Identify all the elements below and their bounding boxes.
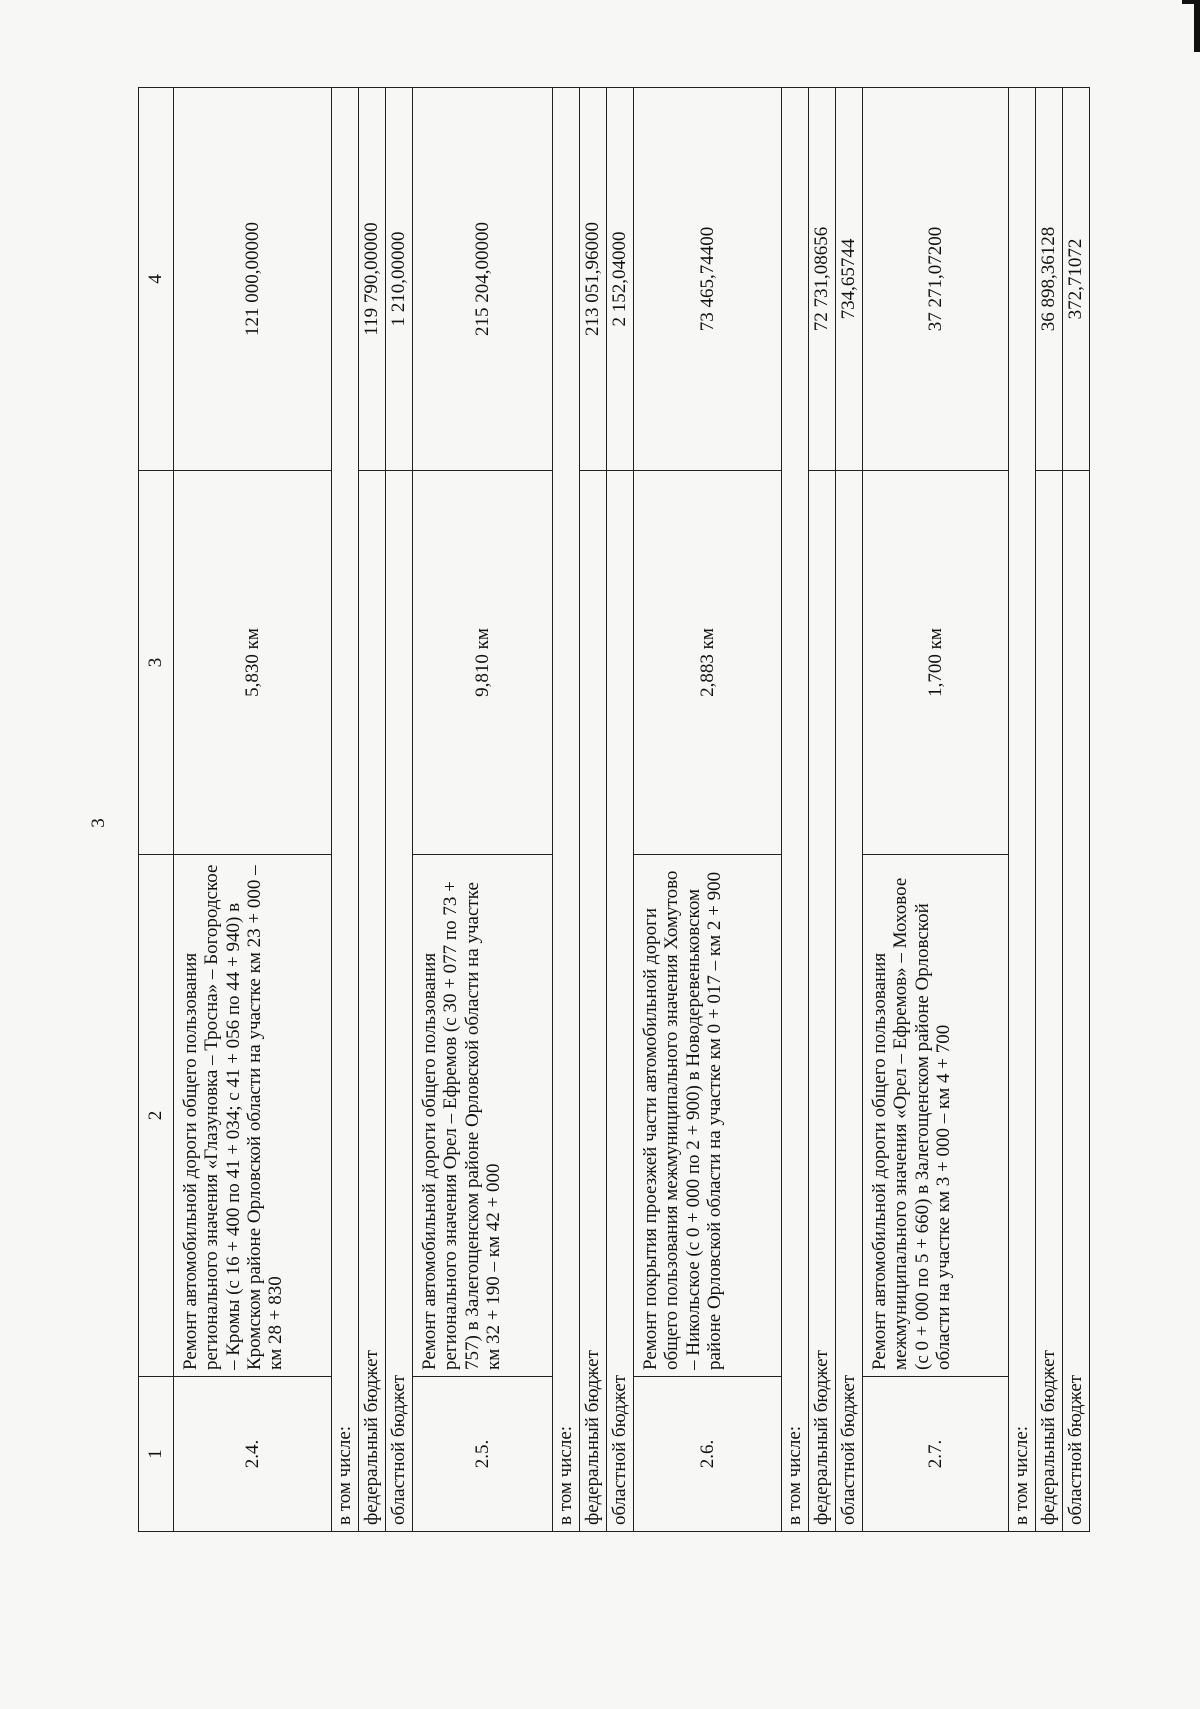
federal-amount: 119 790,00000 bbox=[359, 88, 386, 471]
subtotal-label-row bbox=[332, 88, 359, 1532]
table-row bbox=[863, 88, 1009, 1532]
including-label: в том числе: bbox=[553, 88, 580, 1532]
including-label: в том числе: bbox=[332, 88, 359, 1532]
federal-row bbox=[359, 88, 386, 1532]
federal-label: федеральный бюджет bbox=[809, 471, 836, 1532]
page-number: 3 bbox=[88, 818, 109, 828]
federal-amount: 72 731,08656 bbox=[809, 88, 836, 471]
regional-row bbox=[836, 88, 863, 1532]
item-amount: 73 465,74400 bbox=[634, 88, 782, 471]
regional-amount: 1 210,00000 bbox=[386, 88, 413, 471]
budget-table bbox=[138, 87, 1090, 1532]
header-col-2: 2 bbox=[139, 855, 174, 1377]
table-row bbox=[634, 88, 782, 1532]
regional-row bbox=[607, 88, 634, 1532]
item-length: 2,883 км bbox=[634, 471, 782, 855]
header-col-1: 1 bbox=[139, 1377, 174, 1532]
item-length: 1,700 км bbox=[863, 471, 1009, 855]
item-number: 2.7. bbox=[863, 1377, 1009, 1532]
header-col-3: 3 bbox=[139, 471, 174, 855]
regional-amount: 372,71072 bbox=[1063, 88, 1090, 471]
table-row bbox=[413, 88, 553, 1532]
regional-row bbox=[386, 88, 413, 1532]
regional-amount: 2 152,04000 bbox=[607, 88, 634, 471]
header-row bbox=[139, 88, 174, 1532]
item-length: 9,810 км bbox=[413, 471, 553, 855]
item-amount: 215 204,00000 bbox=[413, 88, 553, 471]
item-number: 2.5. bbox=[413, 1377, 553, 1532]
subtotal-label-row bbox=[782, 88, 809, 1532]
item-description: Ремонт автомобильной дороги общего пользования регионального значения Орел – Ефремов (с 30 + 077 по 73 + 757) в Залегощенском районе Орловской области на участке км 32 + 190 – км 42 + 000 bbox=[413, 855, 553, 1377]
regional-label: областной бюджет bbox=[386, 471, 413, 1532]
federal-row bbox=[809, 88, 836, 1532]
item-description: Ремонт покрытия проезжей части автомобильной дороги общего пользования межмуниципального значения Хомутово – Никольское (с 0 + 000 по 2 + 900) в Новодеревеньковском районе Орловской области на участке км 0 + 017 – км 2 + 900 bbox=[634, 855, 782, 1377]
federal-amount: 36 898,36128 bbox=[1036, 88, 1063, 471]
regional-row bbox=[1063, 88, 1090, 1532]
item-description: Ремонт автомобильной дороги общего пользования регионального значения «Глазуновка – Тросна» – Богородское – Кромы (с 16 + 400 по 41 + 034; с 41 + 056 по 44 + 940) в Кромском районе Орловской области на участке км 23 + 000 – км 28 + 830 bbox=[174, 855, 332, 1377]
federal-label: федеральный бюджет bbox=[1036, 471, 1063, 1532]
item-amount: 121 000,00000 bbox=[174, 88, 332, 471]
corner-mark bbox=[1194, 0, 1200, 52]
regional-amount: 734,65744 bbox=[836, 88, 863, 471]
including-label: в том числе: bbox=[782, 88, 809, 1532]
subtotal-label-row bbox=[1009, 88, 1036, 1532]
budget-table-rotated bbox=[138, 88, 1087, 1532]
federal-row bbox=[580, 88, 607, 1532]
including-label: в том числе: bbox=[1009, 88, 1036, 1532]
regional-label: областной бюджет bbox=[836, 471, 863, 1532]
item-amount: 37 271,07200 bbox=[863, 88, 1009, 471]
item-number: 2.6. bbox=[634, 1377, 782, 1532]
table-row bbox=[174, 88, 332, 1532]
federal-label: федеральный бюджет bbox=[580, 471, 607, 1532]
federal-label: федеральный бюджет bbox=[359, 471, 386, 1532]
regional-label: областной бюджет bbox=[1063, 471, 1090, 1532]
federal-amount: 213 051,96000 bbox=[580, 88, 607, 471]
subtotal-label-row bbox=[553, 88, 580, 1532]
item-number: 2.4. bbox=[174, 1377, 332, 1532]
header-col-4: 4 bbox=[139, 88, 174, 471]
item-length: 5,830 км bbox=[174, 471, 332, 855]
federal-row bbox=[1036, 88, 1063, 1532]
item-description: Ремонт автомобильной дороги общего пользования межмуниципального значения «Орел – Ефремов» – Моховое (с 0 + 000 по 5 + 660) в Залегощенском районе Орловской области на участке км 3 + 000 – км 4 + 700 bbox=[863, 855, 1009, 1377]
regional-label: областной бюджет bbox=[607, 471, 634, 1532]
